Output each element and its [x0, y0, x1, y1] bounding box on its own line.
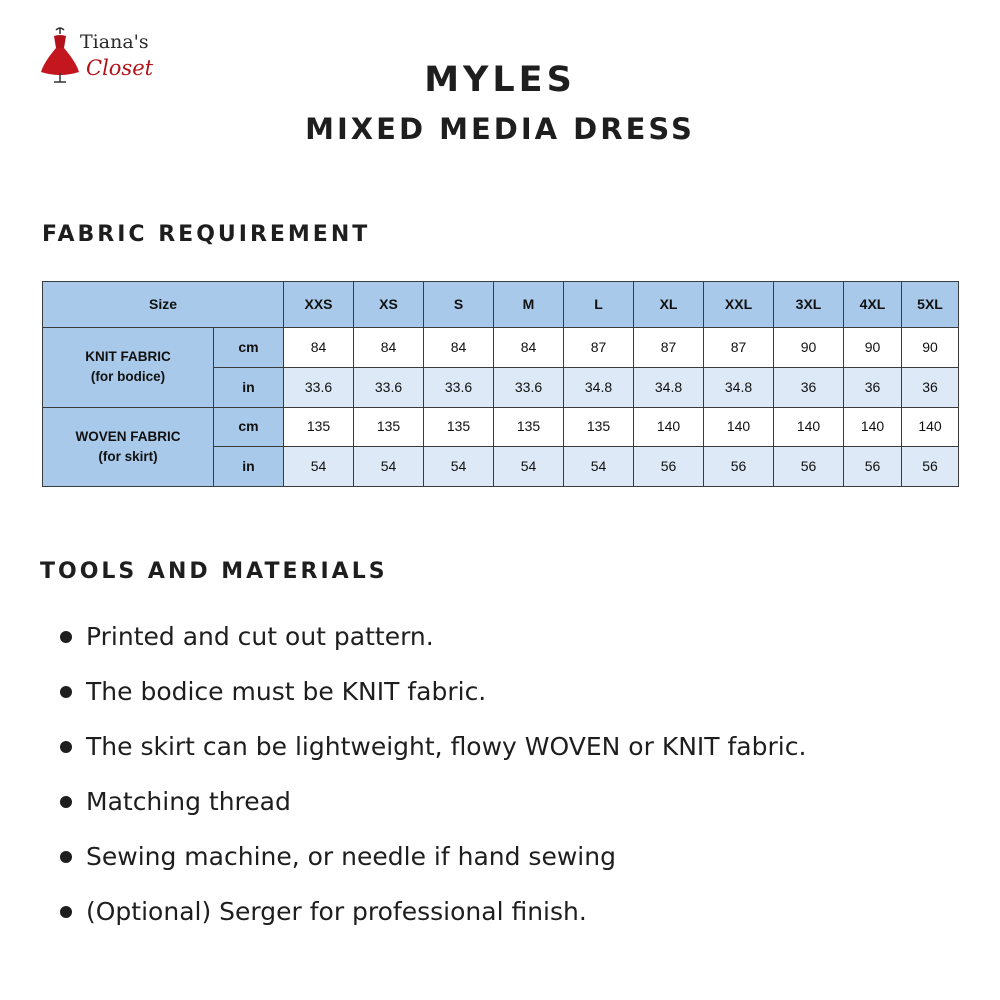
unit-label: cm	[214, 407, 284, 447]
table-cell: 34.8	[634, 367, 704, 407]
size-header: L	[564, 282, 634, 328]
table-cell: 56	[634, 447, 704, 487]
table-cell: 36	[844, 367, 902, 407]
table-cell: 54	[424, 447, 494, 487]
tools-list	[56, 612, 806, 942]
table-cell: 56	[774, 447, 844, 487]
table-cell: 87	[564, 328, 634, 368]
table-row	[43, 407, 959, 447]
bullet-icon	[60, 741, 72, 753]
size-header: XS	[354, 282, 424, 328]
list-item-text: Printed and cut out pattern.	[86, 622, 434, 651]
table-cell: 140	[774, 407, 844, 447]
table-cell: 135	[564, 407, 634, 447]
page-subtitle: MIXED MEDIA DRESS	[305, 112, 695, 146]
table-cell: 33.6	[354, 367, 424, 407]
list-item-text: The bodice must be KNIT fabric.	[86, 677, 487, 706]
table-cell: 34.8	[564, 367, 634, 407]
bullet-icon	[60, 686, 72, 698]
list-item	[56, 667, 806, 722]
fabric-note: (for bodice)	[90, 369, 166, 385]
list-item-text: Sewing machine, or needle if hand sewing	[86, 842, 616, 871]
table-cell: 140	[844, 407, 902, 447]
size-header: S	[424, 282, 494, 328]
bullet-icon	[60, 796, 72, 808]
table-cell: 90	[774, 328, 844, 368]
table-cell: 87	[634, 328, 704, 368]
tools-materials-heading: TOOLS AND MATERIALS	[40, 559, 388, 584]
size-header: M	[494, 282, 564, 328]
bullet-icon	[60, 851, 72, 863]
table-cell: 54	[494, 447, 564, 487]
fabric-name: WOVEN FABRIC	[75, 428, 181, 444]
size-label: Size	[43, 282, 284, 328]
table-cell: 135	[354, 407, 424, 447]
woven-fabric-label	[43, 407, 214, 487]
table-cell: 33.6	[284, 367, 354, 407]
table-cell: 84	[494, 328, 564, 368]
list-item	[56, 612, 806, 667]
table-cell: 84	[284, 328, 354, 368]
size-header: XXL	[704, 282, 774, 328]
unit-label: in	[214, 447, 284, 487]
list-item-text: (Optional) Serger for professional finish.	[86, 897, 587, 926]
table-cell: 135	[494, 407, 564, 447]
list-item	[56, 722, 806, 777]
size-header-row	[43, 282, 959, 328]
size-header: XL	[634, 282, 704, 328]
table-cell: 90	[902, 328, 959, 368]
table-cell: 54	[284, 447, 354, 487]
table-cell: 34.8	[704, 367, 774, 407]
table-cell: 140	[704, 407, 774, 447]
fabric-requirement-table	[42, 281, 959, 487]
table-cell: 56	[844, 447, 902, 487]
size-header: 4XL	[844, 282, 902, 328]
list-item	[56, 777, 806, 832]
table-cell: 84	[354, 328, 424, 368]
table-cell: 135	[424, 407, 494, 447]
bullet-icon	[60, 631, 72, 643]
table-cell: 36	[774, 367, 844, 407]
table-cell: 140	[634, 407, 704, 447]
table-row	[43, 328, 959, 368]
list-item	[56, 887, 806, 942]
table-cell: 36	[902, 367, 959, 407]
knit-fabric-label	[43, 328, 214, 408]
list-item-text: Matching thread	[86, 787, 291, 816]
size-header: XXS	[284, 282, 354, 328]
list-item	[56, 832, 806, 887]
page-title: MYLES	[424, 60, 576, 100]
table-cell: 33.6	[424, 367, 494, 407]
fabric-requirement-heading: FABRIC REQUIREMENT	[42, 222, 371, 247]
table-cell: 54	[564, 447, 634, 487]
bullet-icon	[60, 906, 72, 918]
size-header: 5XL	[902, 282, 959, 328]
brand-name-top: Tiana's	[80, 31, 149, 53]
list-item-text: The skirt can be lightweight, flowy WOVEN or KNIT fabric.	[86, 732, 807, 761]
fabric-note: (for skirt)	[98, 448, 158, 464]
table-cell: 135	[284, 407, 354, 447]
table-cell: 56	[704, 447, 774, 487]
table-cell: 84	[424, 328, 494, 368]
fabric-name: KNIT FABRIC	[85, 349, 171, 364]
table-cell: 33.6	[494, 367, 564, 407]
table-cell: 90	[844, 328, 902, 368]
table-cell: 54	[354, 447, 424, 487]
unit-label: cm	[214, 328, 284, 368]
table-cell: 140	[902, 407, 959, 447]
brand-name-bottom: Closet	[86, 56, 154, 80]
table-cell: 87	[704, 328, 774, 368]
unit-label: in	[214, 367, 284, 407]
table-cell: 56	[902, 447, 959, 487]
size-header: 3XL	[774, 282, 844, 328]
